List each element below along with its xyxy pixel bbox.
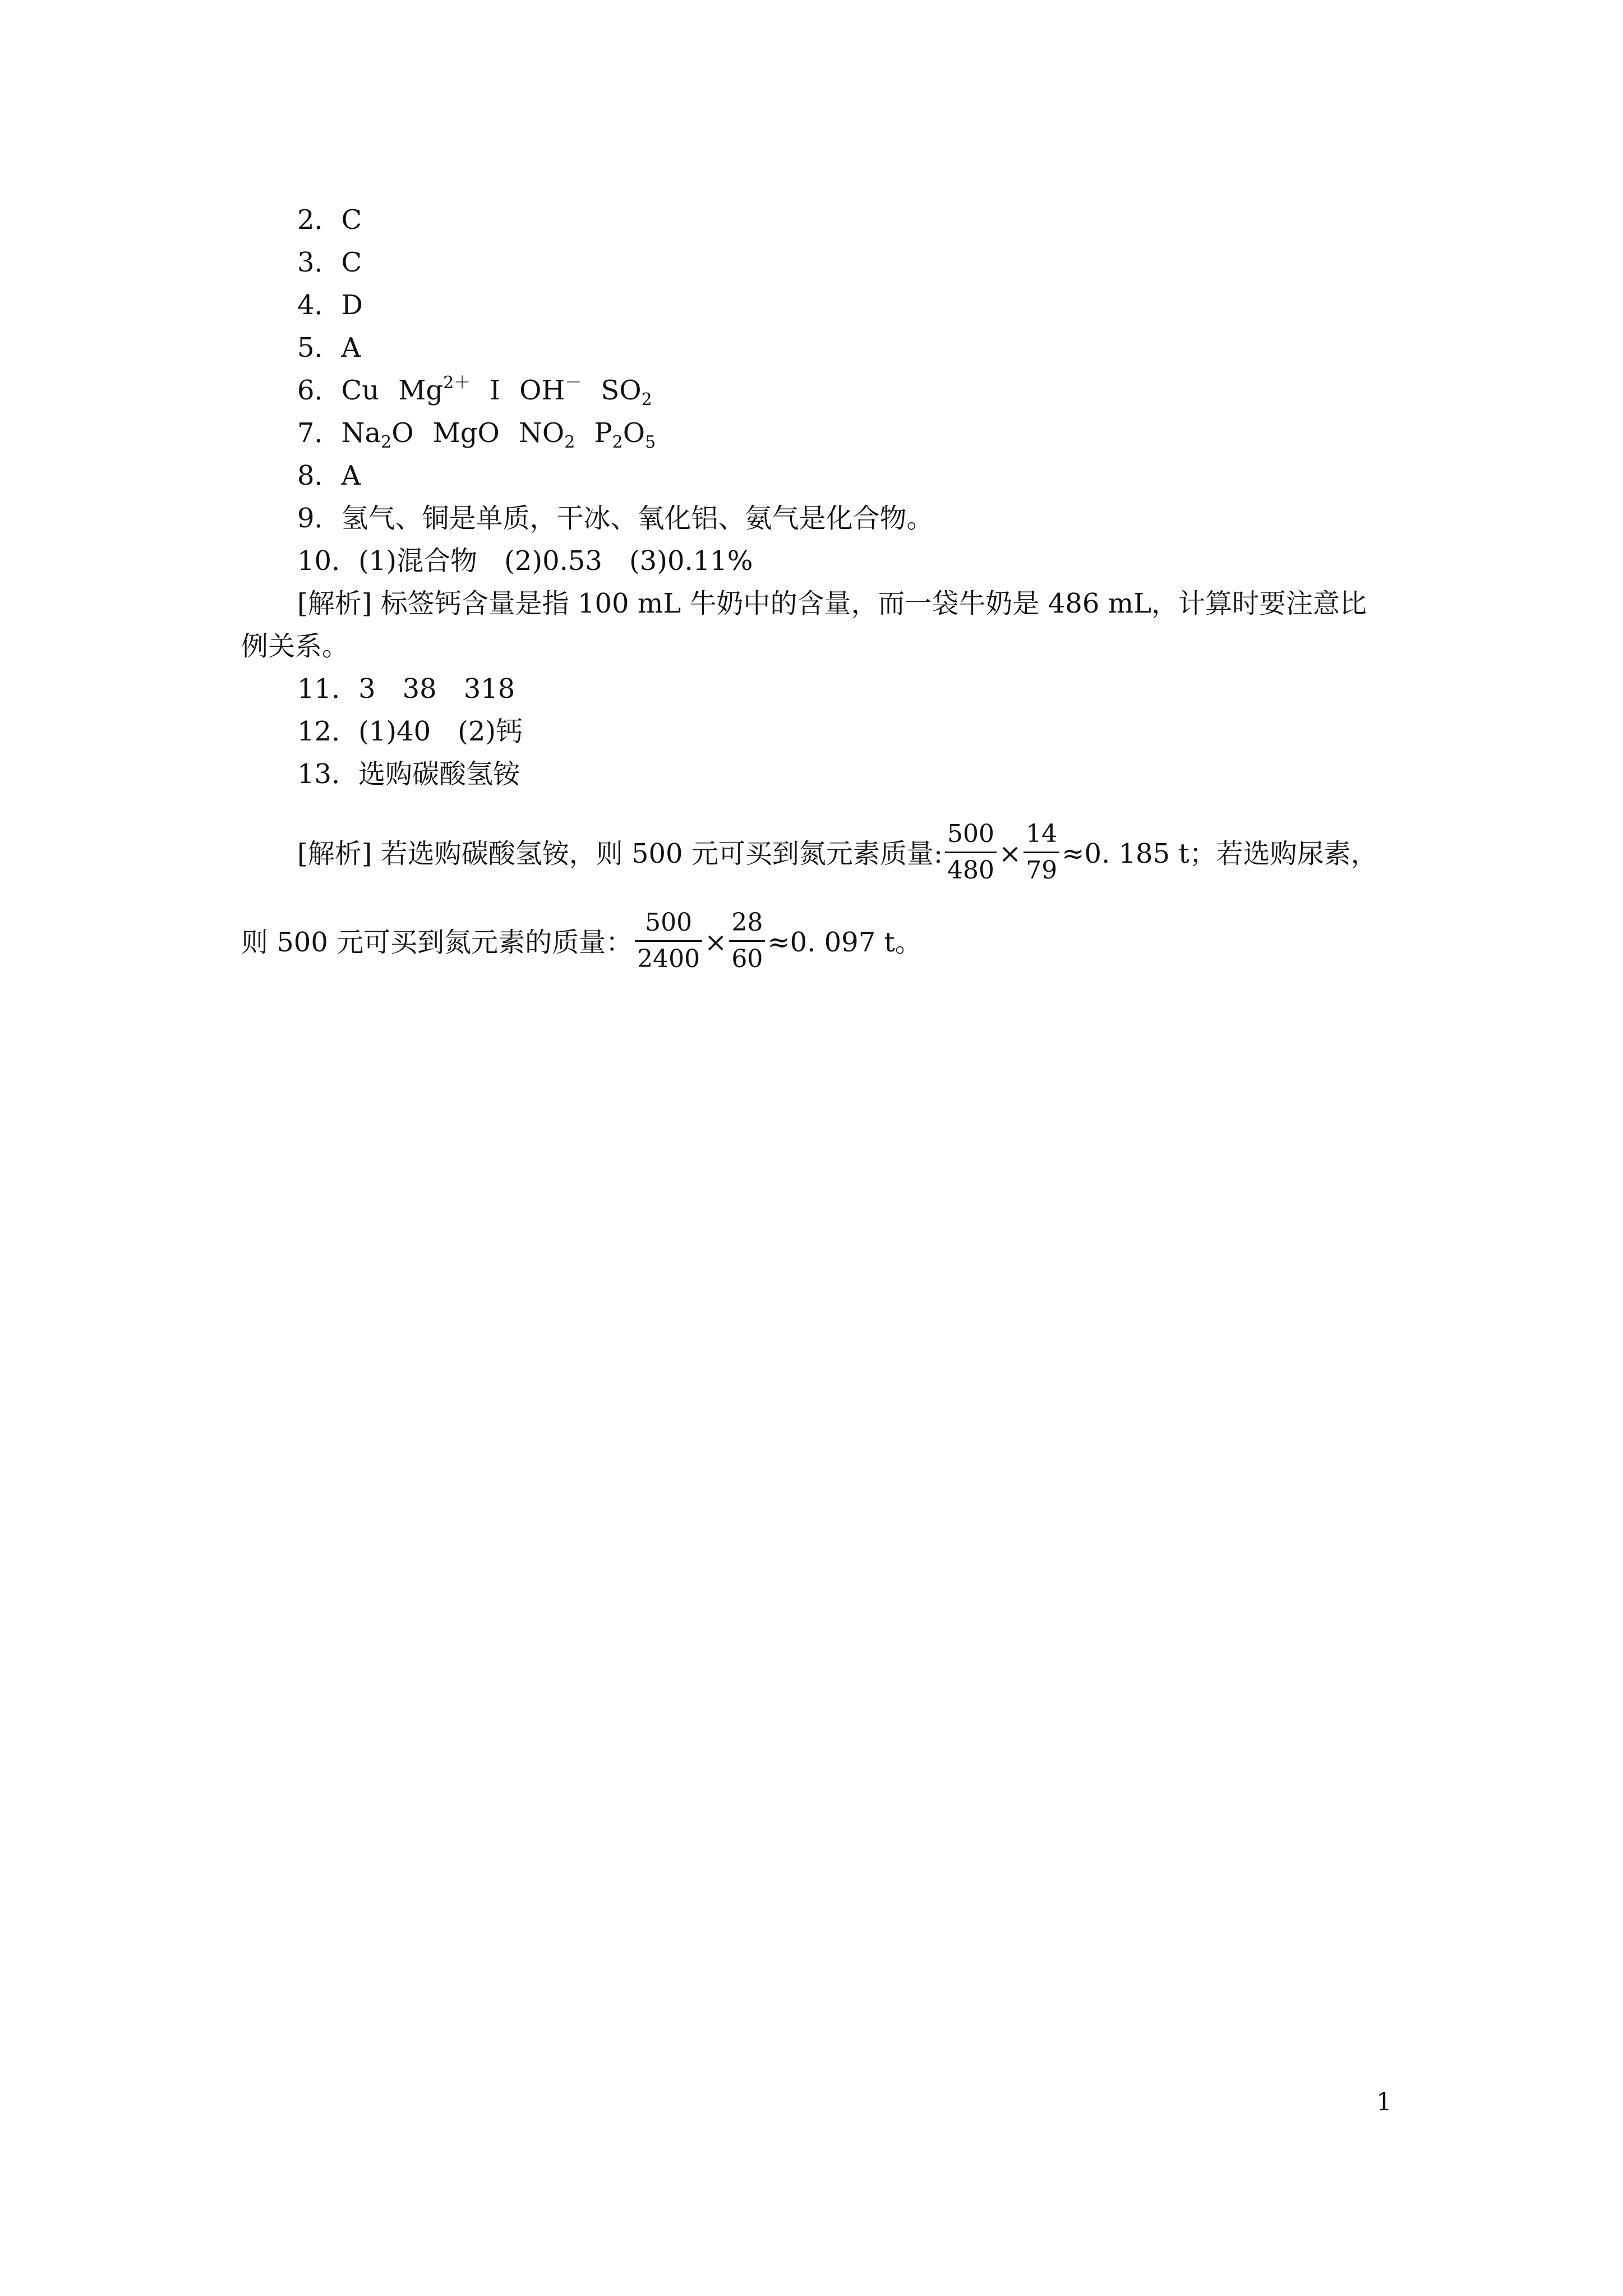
formula-na2o: $Na_2O$: [341, 417, 414, 452]
answer-number: 12．: [297, 716, 359, 747]
analysis-text: [解析] 若选购碳酸氢铵，则 500 元可买到氮元素质量:: [297, 838, 943, 869]
answer-number: 8．: [297, 460, 342, 491]
answer-number: 3．: [297, 247, 342, 278]
analysis-text: [解析] 标签钙含量是指 100 mL 牛奶中的含量，而一袋牛奶是 486 mL，计算时要注意比: [297, 588, 1367, 619]
analysis-text: 例关系。: [241, 631, 349, 662]
answer-text: C: [341, 204, 362, 236]
answer-number: 7．: [297, 417, 342, 449]
analysis-result: ≈0. 185 t；若选购尿素，: [1062, 838, 1378, 869]
times-sign: ×: [999, 838, 1022, 869]
answer-number: 13．: [297, 758, 359, 790]
answer-text: 3 38 318: [358, 673, 515, 705]
answer-12: [297, 715, 523, 748]
answer-4: [297, 288, 363, 322]
answer-9: [297, 501, 934, 535]
answer-text: A: [341, 332, 361, 364]
answer-number: 5．: [297, 332, 342, 364]
symbol-cu: Cu: [341, 375, 380, 406]
answer-number: 11．: [297, 673, 359, 705]
fraction-500-480: $\frac{500}{480}$: [945, 817, 997, 888]
answer-text: 氢气、铜是单质，干冰、氧化铝、氨气是化合物。: [341, 503, 934, 534]
fraction-14-79: $\frac{14}{79}$: [1023, 817, 1059, 888]
analysis-13-line-2: [241, 909, 922, 980]
analysis-text: 则 500 元可买到氮元素的质量：: [241, 927, 633, 958]
formula-p2o5: $P_2O_5$: [594, 417, 656, 452]
answer-number: 9．: [297, 503, 342, 534]
analysis-result: ≈0. 097 t。: [767, 927, 922, 958]
analysis-13-line-1: [297, 820, 1378, 891]
answer-number: 6．: [297, 375, 342, 406]
answer-text: (1)混合物 (2)0.53 (3)0.11%: [358, 545, 753, 577]
fraction-28-60: $\frac{28}{60}$: [729, 905, 765, 977]
answer-text: A: [341, 460, 361, 491]
answer-6: [297, 374, 652, 407]
answer-2: [297, 203, 362, 237]
answer-text: C: [341, 247, 362, 278]
answer-text: D: [341, 289, 363, 321]
symbol-i: I: [490, 375, 501, 406]
answer-text: 选购碳酸氢铵: [358, 758, 520, 790]
answer-3: [297, 246, 362, 279]
ion-mg: $Mg^{2+}$: [398, 373, 471, 406]
answer-11: [297, 672, 515, 706]
formula-so2: $SO_2$: [601, 375, 652, 409]
answer-5: [297, 331, 361, 365]
answer-8: [297, 459, 361, 493]
answer-number: 2．: [297, 204, 342, 236]
answer-7: [297, 416, 656, 450]
answer-10: [297, 544, 753, 578]
answer-13: [297, 757, 520, 791]
fraction-500-2400: $\frac{500}{2400}$: [635, 905, 702, 977]
analysis-10-line-2: [241, 629, 349, 663]
formula-no2: $NO_2$: [518, 417, 575, 452]
page-number: 1: [1376, 2088, 1392, 2116]
ion-oh: OH－: [519, 373, 582, 406]
answer-number: 10．: [297, 545, 359, 577]
answer-number: 4．: [297, 289, 342, 321]
formula-mgo: MgO: [432, 417, 500, 449]
times-sign: ×: [704, 927, 727, 958]
analysis-10-line-1: [297, 587, 1367, 620]
answer-text: (1)40 (2)钙: [358, 716, 523, 747]
